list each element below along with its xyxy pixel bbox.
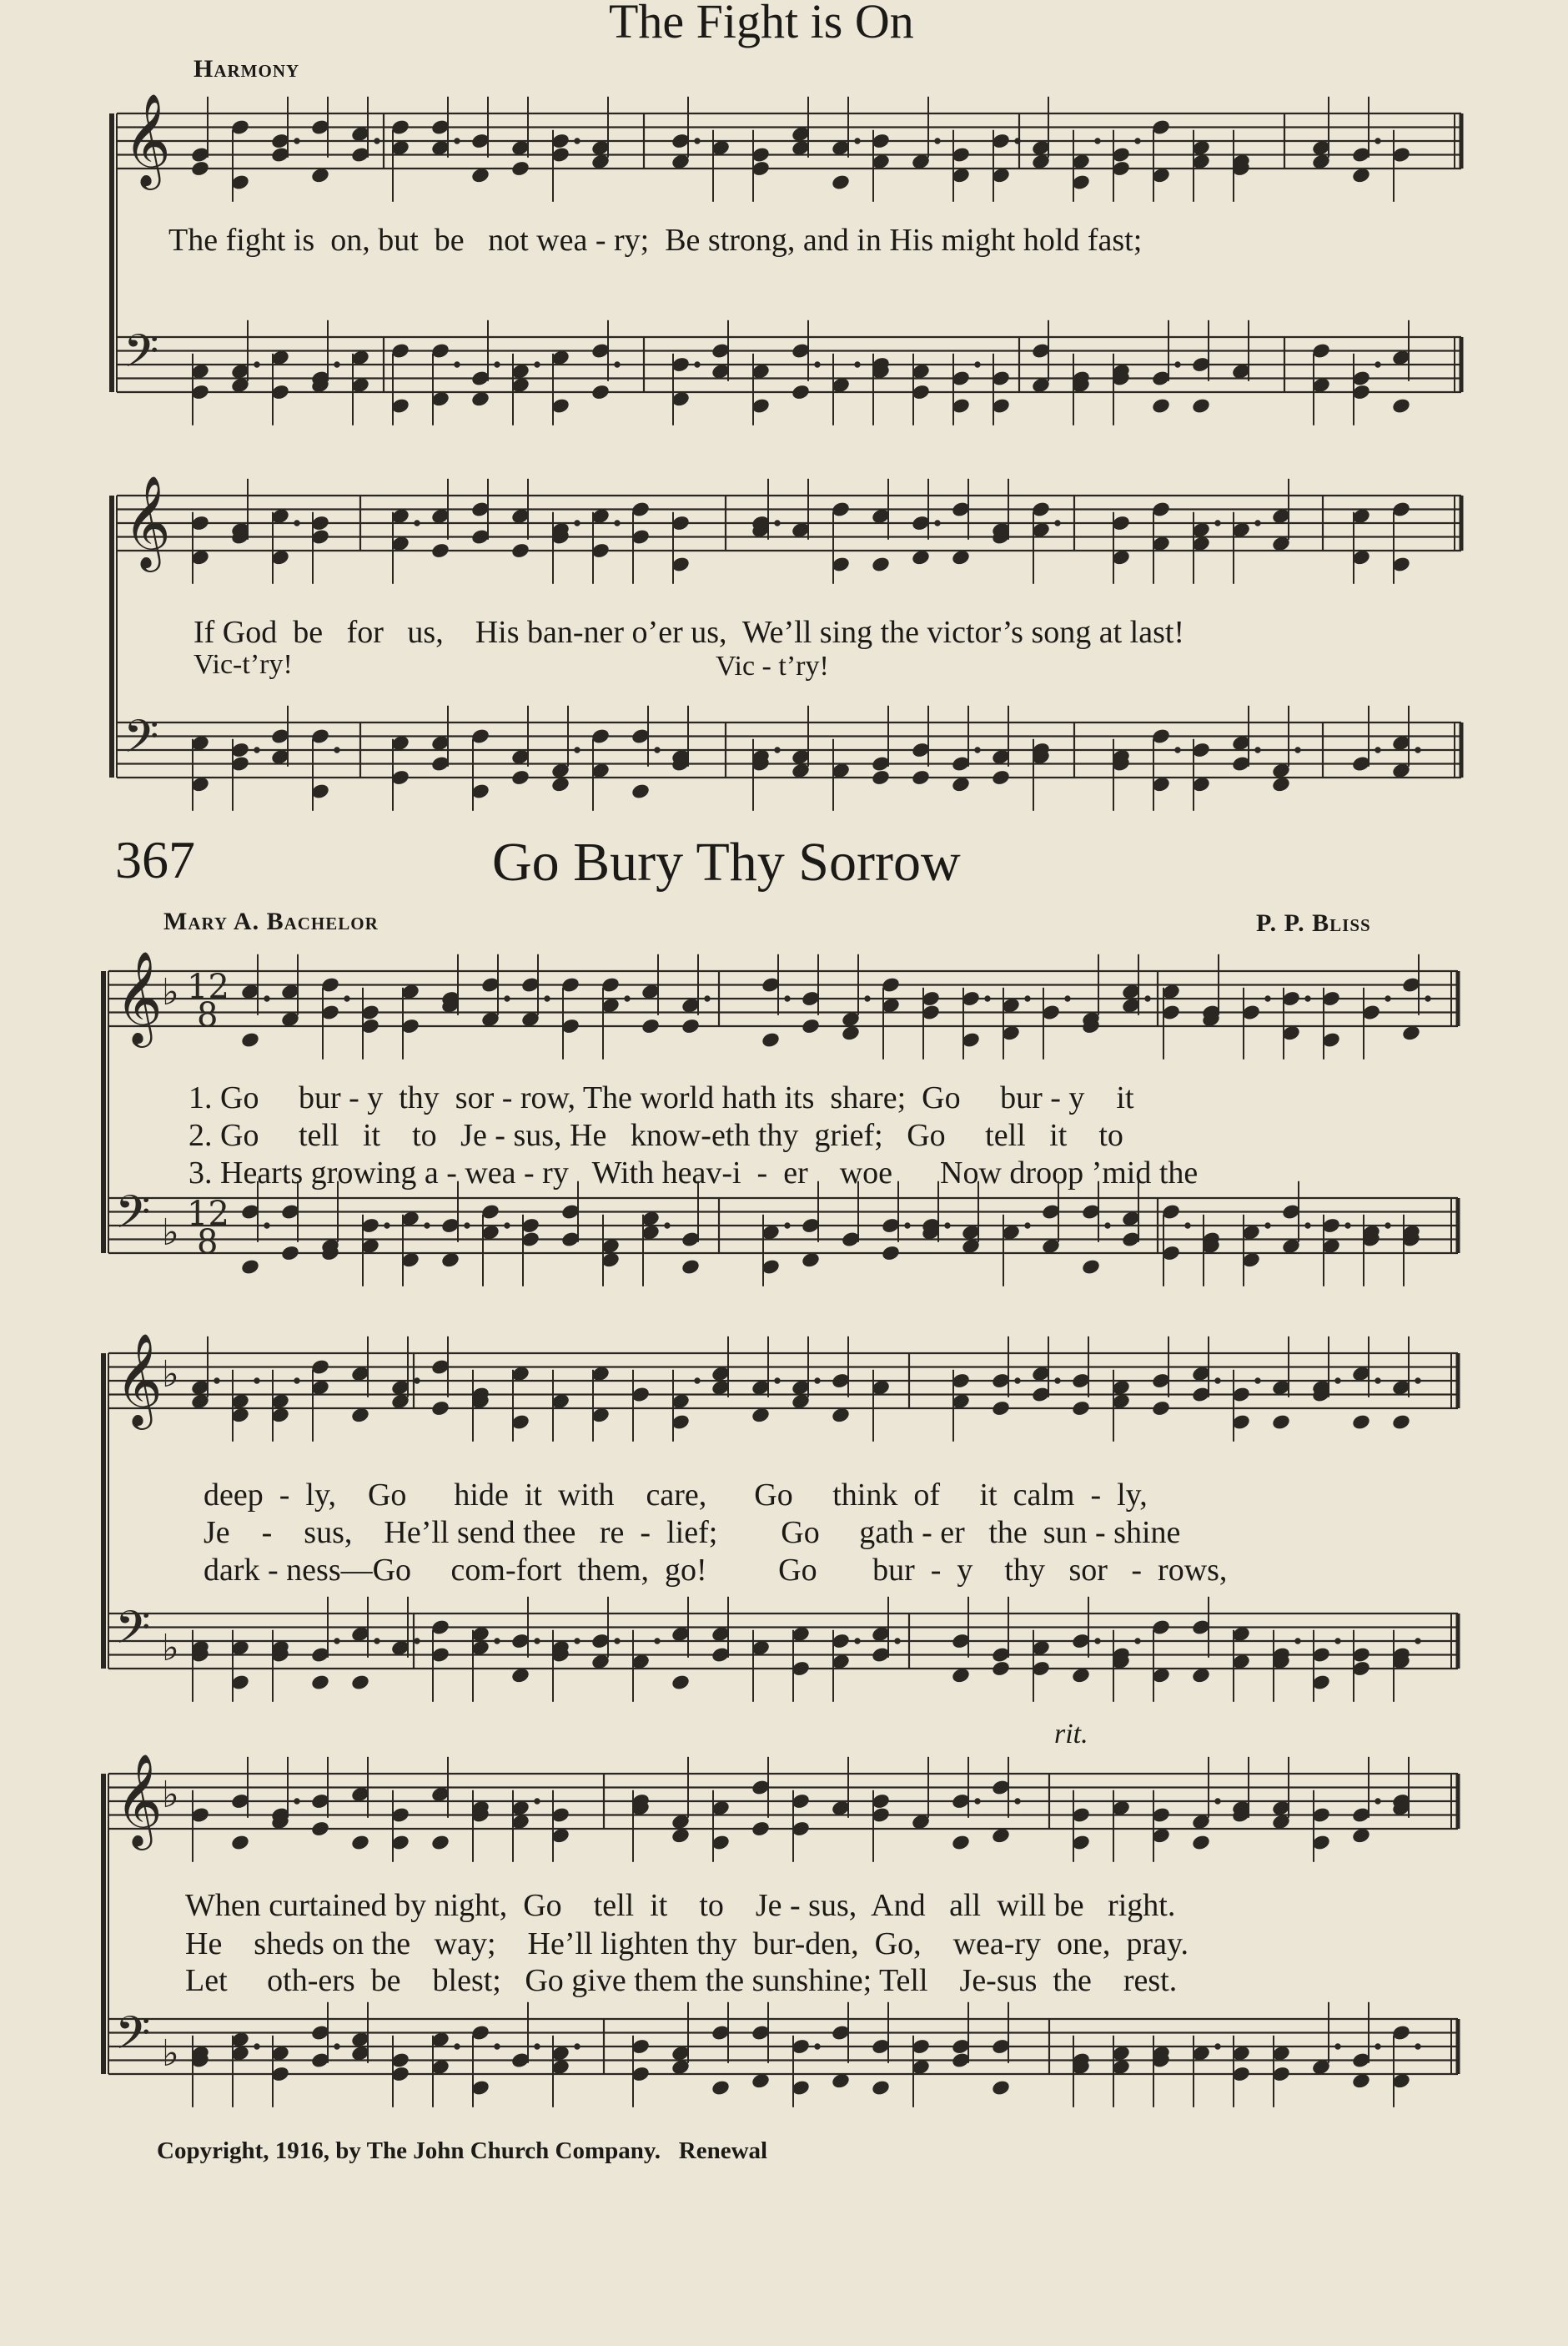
dot (785, 1223, 790, 1228)
note-head (952, 776, 971, 793)
dot (495, 2044, 500, 2049)
dot (1375, 1799, 1380, 1804)
note-head (551, 776, 570, 793)
note-head (511, 1667, 530, 1684)
dot (855, 1639, 860, 1644)
flat-sign-icon: ♭ (162, 2032, 179, 2075)
dot (1335, 1378, 1340, 1383)
dot (505, 1223, 510, 1228)
verse-2-line-c: He sheds on the way; He’ll lighten thy bur-den, Go, wea-ry one, pray. (185, 1926, 1189, 1961)
note-head (992, 769, 1011, 786)
dot (1335, 1639, 1340, 1644)
dot (785, 996, 790, 1001)
dot (495, 1639, 500, 1644)
dot (1055, 1378, 1060, 1383)
dot (975, 748, 980, 753)
dot (1415, 1639, 1420, 1644)
note-head (802, 1251, 821, 1268)
note-head (751, 1820, 771, 1837)
note-head (872, 769, 891, 786)
dot (1265, 996, 1270, 1001)
note-head (681, 1258, 701, 1275)
treble-clef-icon: 𝄞 (115, 950, 163, 1044)
dot (1065, 996, 1070, 1001)
time-signature-bottom: 8 (197, 996, 219, 1035)
time-signature-top: 12 (187, 1195, 229, 1233)
note-head (802, 1018, 821, 1035)
dot (505, 996, 510, 1001)
dot (264, 996, 269, 1001)
note-head (751, 2072, 771, 2089)
dot (575, 138, 580, 143)
dot (1215, 1378, 1220, 1383)
hymn-title-fight-is-on: The Fight is On (609, 0, 914, 48)
dot (535, 1639, 540, 1644)
verse-2-line-b: Je - sus, He’ll send thee re - lief; Go gath - er the sun - shine (204, 1515, 1181, 1550)
dot (465, 1223, 470, 1228)
dot (575, 521, 580, 526)
bass-clef-icon: 𝄢 (115, 2006, 151, 2071)
note-head (471, 167, 490, 184)
dot (1015, 1378, 1020, 1383)
dot (415, 521, 420, 526)
dot (294, 521, 299, 526)
note-head (711, 2079, 731, 2096)
dot (855, 138, 860, 143)
dot (1255, 1378, 1260, 1383)
note-head (872, 556, 891, 572)
dot (535, 362, 540, 367)
dot (615, 1639, 620, 1644)
note-head (641, 1018, 661, 1035)
note-head (231, 1834, 250, 1850)
dot (1215, 1799, 1220, 1804)
fight-victory-left: Vic-t’ry! (193, 649, 293, 680)
flat-sign-icon: ♭ (162, 1353, 179, 1396)
verse-1-line-a: 1. Go bur - y thy sor - row, The world hath its share; Go bur - y it (188, 1080, 1134, 1115)
note-head (992, 1660, 1011, 1677)
note-head (1072, 1667, 1091, 1684)
dot (545, 996, 550, 1001)
note-head (671, 1827, 691, 1844)
dot (1295, 1639, 1300, 1644)
dot (1375, 138, 1380, 143)
dot (384, 1223, 389, 1228)
verse-1-line-b: deep - ly, Go hide it with care, Go think of it calm - ly, (204, 1478, 1148, 1513)
dot (1135, 1639, 1140, 1644)
dot (334, 2044, 339, 2049)
note-head (431, 1400, 450, 1417)
verse-2-line-a: 2. Go tell it to Je - sus, He know-eth thy grief; Go tell it to (188, 1118, 1123, 1153)
note-head (1352, 167, 1371, 184)
dot (294, 1378, 299, 1383)
dot (334, 748, 339, 753)
dot (1215, 2044, 1220, 2049)
note-head (191, 160, 210, 177)
dot (455, 2044, 460, 2049)
note-head (792, 384, 811, 400)
dot (1255, 748, 1260, 753)
verse-1-line-c: When curtained by night, Go tell it to Je - sus, And all will be right. (185, 1888, 1176, 1923)
dot (1185, 1223, 1190, 1228)
note-head (351, 1834, 370, 1850)
note-head (952, 549, 971, 566)
harmony-label: Harmony (193, 55, 300, 83)
note-head (1352, 1827, 1371, 1844)
dot (1015, 1799, 1020, 1804)
hymn-title-go-bury: Go Bury Thy Sorrow (492, 832, 961, 893)
dot (334, 1639, 339, 1644)
bass-clef-icon: 𝄢 (115, 1601, 151, 1665)
dot (1375, 2044, 1380, 2049)
note-head (912, 549, 931, 566)
dot (1265, 1223, 1270, 1228)
dot (254, 362, 259, 367)
note-head (591, 384, 611, 400)
dot (615, 521, 620, 526)
note-head (842, 1024, 861, 1041)
dot (615, 362, 620, 367)
dot (294, 138, 299, 143)
bass-clef-icon: 𝄢 (123, 325, 159, 389)
note-head (311, 1674, 330, 1690)
dot (575, 2044, 580, 2049)
note-head (761, 1031, 781, 1048)
dot (625, 996, 630, 1001)
dot (975, 1799, 980, 1804)
dot (665, 1223, 670, 1228)
dot (575, 748, 580, 753)
note-head (1152, 1400, 1171, 1417)
note-head (311, 1820, 330, 1837)
note-head (511, 160, 530, 177)
note-head (631, 783, 651, 799)
dot (1415, 2044, 1420, 2049)
author-credit: Mary A. Bachelor (163, 908, 379, 935)
dot (1425, 996, 1430, 1001)
note-head (1352, 1413, 1371, 1430)
treble-clef-icon: 𝄞 (115, 1332, 163, 1426)
dot (214, 1378, 219, 1383)
flat-sign-icon: ♭ (162, 1211, 179, 1254)
time-signature-top: 12 (187, 968, 229, 1006)
note-head (1192, 397, 1211, 414)
dot (1295, 748, 1300, 753)
bass-clef-icon: 𝄢 (115, 1186, 151, 1250)
note-head (952, 1667, 971, 1684)
dot (334, 362, 339, 367)
dot (1345, 1223, 1350, 1228)
dot (1415, 1378, 1420, 1383)
note-head (832, 2072, 851, 2089)
fight-victory-right: Vic - t’ry! (716, 651, 829, 682)
dot (254, 1378, 259, 1383)
dot (1025, 996, 1030, 1001)
dot (935, 521, 940, 526)
note-head (311, 167, 330, 184)
dot (1305, 1223, 1310, 1228)
hymn-number: 367 (115, 830, 195, 889)
dot (535, 1799, 540, 1804)
dot (1015, 138, 1020, 143)
note-head (992, 1827, 1011, 1844)
dot (1335, 2044, 1340, 2049)
dot (1385, 1223, 1390, 1228)
dot (985, 996, 990, 1001)
dot (775, 1378, 780, 1383)
dot (374, 138, 379, 143)
note-head (241, 1258, 260, 1275)
dot (264, 1223, 269, 1228)
note-head (1152, 397, 1171, 414)
note-head (511, 542, 530, 559)
note-head (751, 1407, 771, 1423)
dot (425, 1223, 430, 1228)
treble-clef-icon: 𝄞 (123, 93, 171, 186)
dot (655, 1639, 660, 1644)
dot (254, 2044, 259, 2049)
composer-credit: P. P. Bliss (1256, 909, 1371, 937)
note-head (1392, 1413, 1411, 1430)
note-head (671, 1674, 691, 1690)
note-head (431, 542, 450, 559)
dot (415, 1639, 420, 1644)
dot (1215, 521, 1220, 526)
flat-sign-icon: ♭ (162, 1774, 179, 1816)
tempo-mark-rit: rit. (1054, 1719, 1088, 1749)
bass-clef-icon: 𝄢 (123, 710, 159, 774)
note-head (1272, 776, 1291, 793)
fight-lyrics-line-2: If God be for us, His ban-ner o’er us, We’ll sing the victor’s song at last! (193, 615, 1185, 650)
dot (1305, 996, 1310, 1001)
dot (855, 362, 860, 367)
note-head (872, 2079, 891, 2096)
note-head (1192, 1834, 1211, 1850)
note-head (1192, 1667, 1211, 1684)
dot (344, 996, 349, 1001)
dot (1105, 1223, 1110, 1228)
dot (415, 1378, 420, 1383)
dot (1385, 996, 1390, 1001)
note-head (471, 390, 490, 407)
note-head (241, 1031, 260, 1048)
note-head (882, 1245, 901, 1261)
dot (1095, 138, 1100, 143)
dot (775, 521, 780, 526)
note-head (992, 1400, 1011, 1417)
flat-sign-icon: ♭ (162, 971, 179, 1014)
dot (895, 1639, 900, 1644)
verse-3-line-a: 3. Hearts growing a - wea - ry With heav-i - er woe Now droop ’mid the (188, 1155, 1199, 1191)
note-head (681, 1018, 701, 1035)
note-head (912, 769, 931, 786)
time-signature-bottom: 8 (197, 1223, 219, 1261)
dot (695, 1378, 700, 1383)
verse-3-line-b: dark - ness—Go com-fort them, go! Go bur - y thy sor - rows, (204, 1553, 1228, 1588)
dot (815, 2044, 820, 2049)
note-head (441, 1251, 460, 1268)
note-head (832, 1407, 851, 1423)
note-head (992, 2079, 1011, 2096)
note-head (1272, 1413, 1291, 1430)
note-head (351, 1407, 370, 1423)
dot (374, 1639, 379, 1644)
dot (905, 1223, 910, 1228)
dot (705, 996, 710, 1001)
dot (455, 138, 460, 143)
verse-3-line-c: Let oth-ers be blest; Go give them the sunshine; Tell Je-sus the rest. (185, 1963, 1178, 1998)
treble-clef-icon: 𝄞 (115, 1753, 163, 1846)
dot (1375, 1378, 1380, 1383)
dot (1135, 138, 1140, 143)
dot (294, 1799, 299, 1804)
dot (945, 1223, 950, 1228)
dot (535, 2044, 540, 2049)
note-head (1072, 1400, 1091, 1417)
dot (1175, 748, 1180, 753)
dot (695, 362, 700, 367)
dot (254, 748, 259, 753)
note-head (281, 1245, 300, 1261)
note-head (832, 174, 851, 190)
dot (865, 996, 870, 1001)
fight-lyrics-line-1: The fight is on, but be not wea - ry; Be strong, and in His might hold fast; (168, 223, 1143, 258)
dot (1025, 1223, 1030, 1228)
note-head (351, 1674, 370, 1690)
dot (575, 1639, 580, 1644)
treble-clef-icon: 𝄞 (123, 475, 171, 568)
dot (935, 138, 940, 143)
note-head (1392, 397, 1411, 414)
dot (815, 362, 820, 367)
dot (655, 748, 660, 753)
note-head (431, 1834, 450, 1850)
dot (1375, 748, 1380, 753)
dot (1255, 521, 1260, 526)
dot (455, 362, 460, 367)
note-head (952, 1834, 971, 1850)
dot (815, 1378, 820, 1383)
dot (975, 362, 980, 367)
dot (495, 362, 500, 367)
dot (1375, 362, 1380, 367)
dot (1175, 362, 1180, 367)
note-head (1402, 1024, 1421, 1041)
note-head (1352, 2072, 1371, 2089)
copyright-notice: Copyright, 1916, by The John Church Company. Renewal (157, 2137, 768, 2164)
dot (1415, 748, 1420, 753)
flat-sign-icon: ♭ (162, 1627, 179, 1669)
dot (1095, 1639, 1100, 1644)
dot (775, 748, 780, 753)
note-head (1082, 1258, 1101, 1275)
note-head (511, 769, 530, 786)
dot (1055, 521, 1060, 526)
dot (1145, 996, 1150, 1001)
dot (695, 138, 700, 143)
